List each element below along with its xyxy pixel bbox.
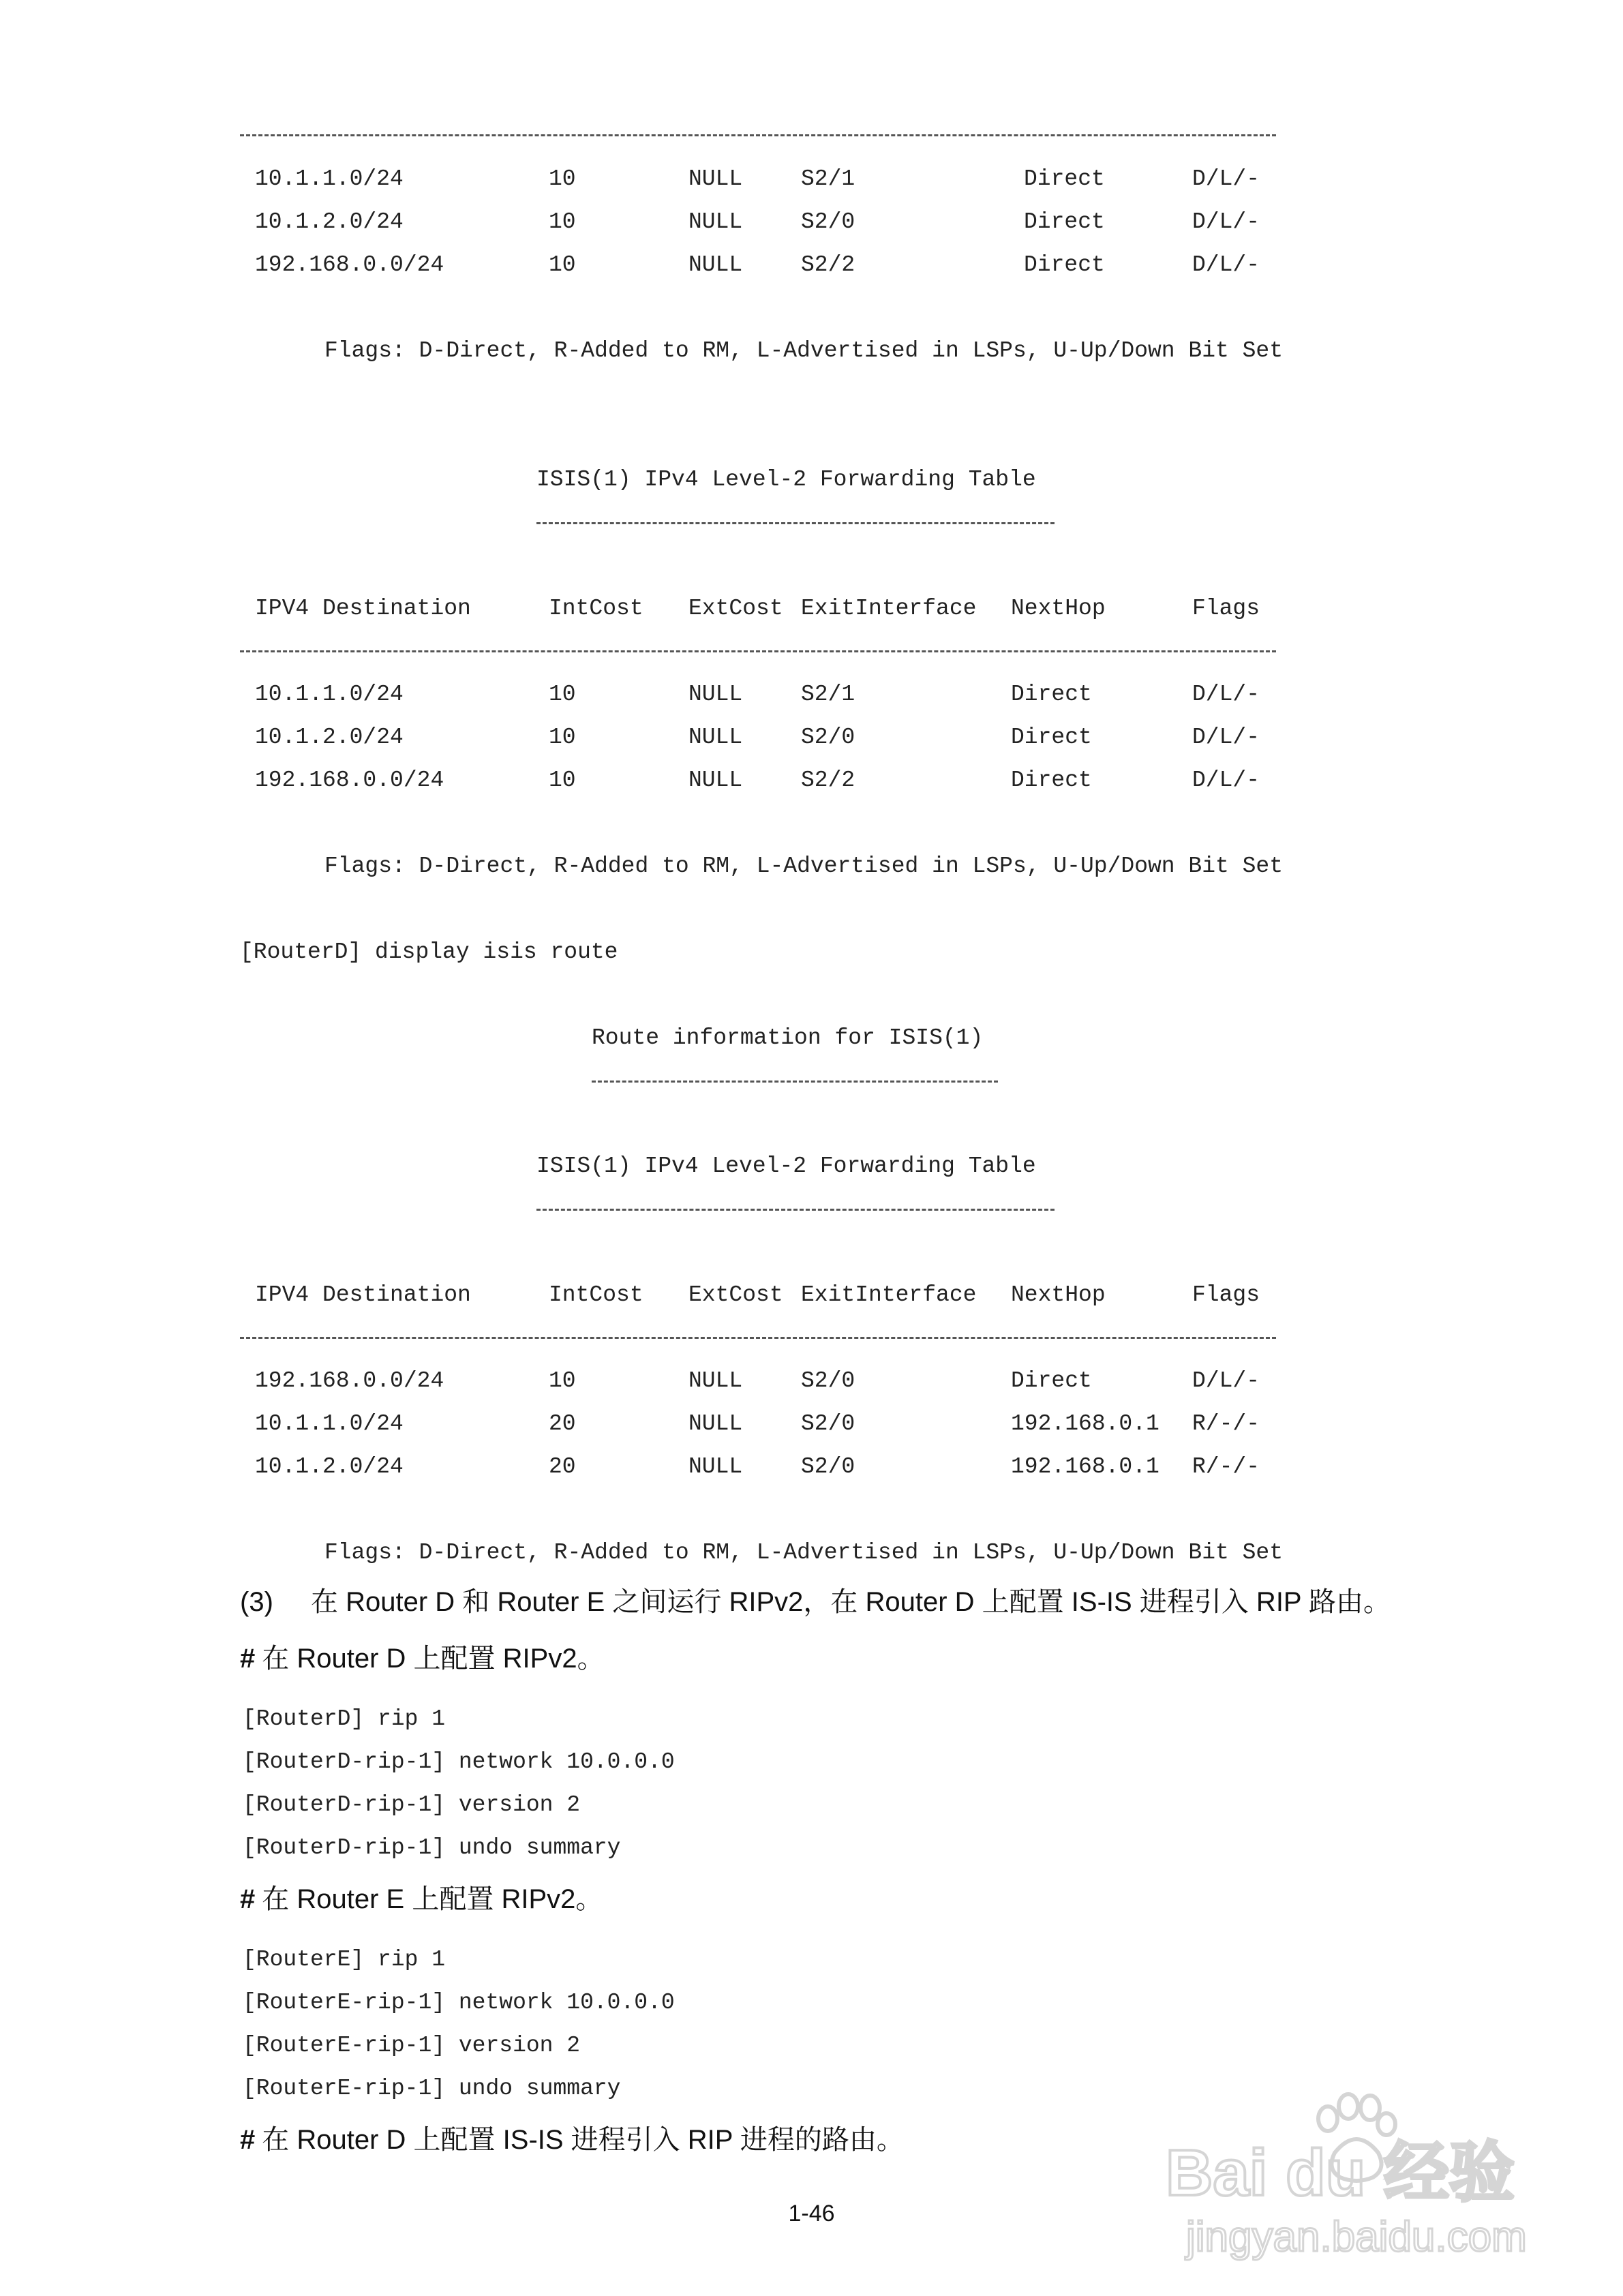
table3-cell: D/L/- <box>1192 1368 1260 1393</box>
col-header: Flags <box>1192 596 1260 621</box>
table1-cell: S2/2 <box>801 252 855 277</box>
watermark-logo-text: Bai du 经验 <box>1166 2136 1515 2209</box>
col-header: NextHop <box>1011 1282 1106 1308</box>
col-header: ExitInterface <box>801 596 977 621</box>
table3-cell: R/-/- <box>1192 1411 1260 1436</box>
note-paragraph <box>240 1882 603 1917</box>
table2-cell: 10 <box>549 768 576 793</box>
table3-cell: S2/0 <box>801 1368 855 1393</box>
table3-cell: 20 <box>549 1411 576 1436</box>
flags-legend: Flags: D-Direct, R-Added to RM, L-Advertised in LSPs, U-Up/Down Bit Set <box>324 1540 1284 1565</box>
command-line: [RouterD] display isis route <box>240 939 618 965</box>
col-header: Flags <box>1192 1282 1260 1308</box>
table3-cell: 10.1.1.0/24 <box>255 1411 404 1436</box>
command-line: [RouterE-rip-1] network 10.0.0.0 <box>243 1990 675 2015</box>
table1-cell: Direct <box>1024 209 1105 235</box>
table3-cell: 20 <box>549 1454 576 1479</box>
title-rule <box>536 1209 1055 1211</box>
table1-cell: 10 <box>549 252 576 277</box>
col-header: ExtCost <box>688 1282 783 1308</box>
step-text: 在 Router D 和 Router E 之间运行 RIPv2，在 Router D 上配置 IS-IS 进程引入 RIP 路由。 <box>311 1587 1391 1617</box>
table1-row <box>255 165 404 194</box>
table1-cell: Direct <box>1024 252 1105 277</box>
note-paragraph <box>240 1641 605 1676</box>
table3-cell: NULL <box>688 1454 743 1479</box>
table2-cell: NULL <box>688 768 743 793</box>
table3-cell: 192.168.0.1 <box>1011 1411 1159 1436</box>
table2-cell: S2/2 <box>801 768 855 793</box>
table-rule <box>240 134 1276 136</box>
table3-cell: R/-/- <box>1192 1454 1260 1479</box>
table1-cell: Direct <box>1024 166 1105 192</box>
command-line: [RouterE] rip 1 <box>243 1947 446 1972</box>
cell-dest: 10.1.1.0/24 <box>255 166 404 192</box>
table2-cell: Direct <box>1011 768 1092 793</box>
table1-cell: D/L/- <box>1192 166 1260 192</box>
table3-cell: Direct <box>1011 1368 1092 1393</box>
table2-cell: D/L/- <box>1192 725 1260 750</box>
title-rule <box>536 522 1055 524</box>
table3-cell: S2/0 <box>801 1454 855 1479</box>
command-line: [RouterD-rip-1] version 2 <box>243 1792 581 1817</box>
table2-cell: Direct <box>1011 725 1092 750</box>
table1-cell: D/L/- <box>1192 209 1260 235</box>
table-rule <box>240 650 1276 652</box>
command-line: [RouterE-rip-1] version 2 <box>243 2033 581 2058</box>
note-hash: # <box>240 1644 256 1674</box>
note-hash: # <box>240 1884 256 1914</box>
note-paragraph <box>240 2122 904 2158</box>
page-number: 1-46 <box>788 2201 835 2226</box>
step-number: (3) <box>240 1587 273 1617</box>
table1-cell: D/L/- <box>1192 252 1260 277</box>
col-header: NextHop <box>1011 596 1106 621</box>
table1-cell: 192.168.0.0/24 <box>255 252 444 277</box>
col-header: IntCost <box>549 1282 643 1308</box>
command-line: [RouterD] rip 1 <box>243 1706 446 1732</box>
table2-cell: 10 <box>549 682 576 707</box>
baidu-jingyan-watermark <box>1159 2066 1541 2270</box>
flags-legend: Flags: D-Direct, R-Added to RM, L-Advertised in LSPs, U-Up/Down Bit Set <box>324 854 1284 879</box>
table2-cell: 10.1.1.0/24 <box>255 682 404 707</box>
note-text: 在 Router D 上配置 IS-IS 进程引入 RIP 进程的路由。 <box>262 2125 904 2155</box>
flags-legend: Flags: D-Direct, R-Added to RM, L-Advertised in LSPs, U-Up/Down Bit Set <box>324 338 1284 363</box>
table1-cell: NULL <box>688 252 743 277</box>
watermark-url: jingyan.baidu.com <box>1186 2214 1527 2261</box>
table3-cell: 10 <box>549 1368 576 1393</box>
table2-cell: D/L/- <box>1192 682 1260 707</box>
note-hash: # <box>240 2125 256 2155</box>
table2-cell: Direct <box>1011 682 1092 707</box>
col-header: ExitInterface <box>801 1282 977 1308</box>
table3-cell: 192.168.0.1 <box>1011 1454 1159 1479</box>
table3-cell: NULL <box>688 1368 743 1393</box>
table2-cell: S2/0 <box>801 725 855 750</box>
table3-cell: 192.168.0.0/24 <box>255 1368 444 1393</box>
table1-cell: 10.1.2.0/24 <box>255 209 404 235</box>
command-line: [RouterE-rip-1] undo summary <box>243 2076 621 2101</box>
route-info-title: Route information for ISIS(1) <box>592 1025 984 1051</box>
col-header: IPV4 Destination <box>255 596 471 621</box>
table1-cell: NULL <box>688 166 743 192</box>
table1-cell: NULL <box>688 209 743 235</box>
table2-cell: 10 <box>549 725 576 750</box>
table-title: ISIS(1) IPv4 Level-2 Forwarding Table <box>536 1153 1036 1179</box>
table2-cell: D/L/- <box>1192 768 1260 793</box>
table3-cell: NULL <box>688 1411 743 1436</box>
table1-cell: S2/1 <box>801 166 855 192</box>
table2-cell: S2/1 <box>801 682 855 707</box>
table1-cell: 10 <box>549 209 576 235</box>
table3-cell: S2/0 <box>801 1411 855 1436</box>
col-header: ExtCost <box>688 596 783 621</box>
table2-cell: NULL <box>688 682 743 707</box>
table-title: ISIS(1) IPv4 Level-2 Forwarding Table <box>536 467 1036 492</box>
col-header: IPV4 Destination <box>255 1282 471 1308</box>
note-text: 在 Router D 上配置 RIPv2。 <box>262 1644 605 1674</box>
table1-cell: S2/0 <box>801 209 855 235</box>
step-paragraph <box>240 1584 1391 1620</box>
table2-cell: 10.1.2.0/24 <box>255 725 404 750</box>
table-rule <box>240 1337 1276 1339</box>
command-line: [RouterD-rip-1] network 10.0.0.0 <box>243 1749 675 1774</box>
table3-cell: 10.1.2.0/24 <box>255 1454 404 1479</box>
table2-cell: 192.168.0.0/24 <box>255 768 444 793</box>
table2-cell: NULL <box>688 725 743 750</box>
title-rule <box>592 1081 998 1083</box>
note-text: 在 Router E 上配置 RIPv2。 <box>262 1884 603 1914</box>
command-line: [RouterD-rip-1] undo summary <box>243 1835 621 1860</box>
table1-cell: 10 <box>549 166 576 192</box>
col-header: IntCost <box>549 596 643 621</box>
